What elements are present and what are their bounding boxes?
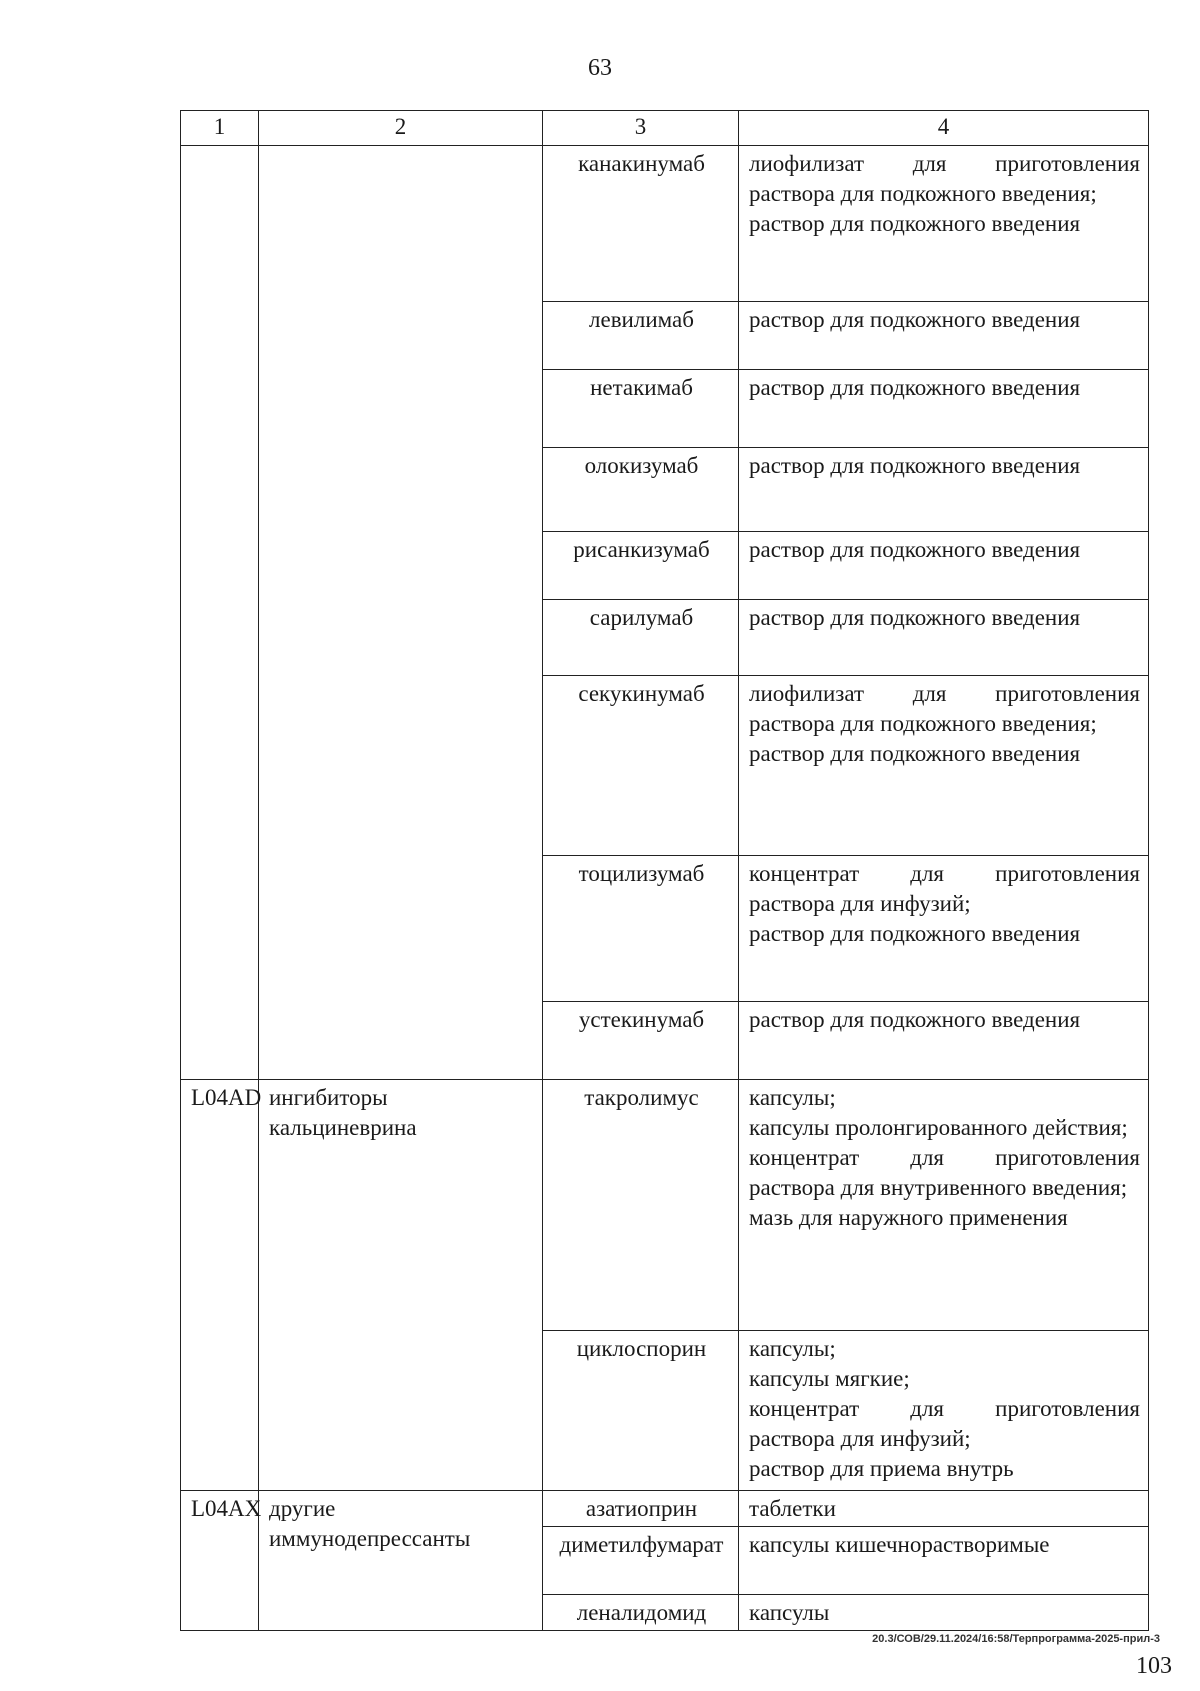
dosage-form-line: капсулы пролонгированного действия; (749, 1115, 1128, 1140)
drug-name-cell: азатиоприн (543, 1491, 739, 1527)
dosage-form-cell (739, 1002, 1149, 1080)
drug-name-cell: секукинумаб (543, 676, 739, 856)
page-number: 63 (588, 55, 612, 81)
dosage-form-cell (739, 676, 1149, 856)
dosage-form-line: раствор для подкожного введения (749, 605, 1081, 630)
header-col-1: 1 (181, 111, 259, 146)
drug-name-cell: канакинумаб (543, 146, 739, 302)
dosage-form-line: раствор для подкожного введения (749, 537, 1081, 562)
dosage-form-line: раствор для подкожного введения (749, 453, 1081, 478)
drug-name-cell: устекинумаб (543, 1002, 739, 1080)
dosage-form-cell (739, 146, 1149, 302)
drug-name-cell: диметилфумарат (543, 1527, 739, 1595)
dosage-form-line: раствор для подкожного введения (749, 1007, 1081, 1032)
atc-code-cell (181, 146, 259, 1080)
dosage-form-line: мазь для наружного применения (749, 1205, 1068, 1230)
drug-name-cell: леналидомид (543, 1595, 739, 1631)
header-col-3: 3 (543, 111, 739, 146)
header-col-2: 2 (259, 111, 543, 146)
dosage-form-line: раствор для подкожного введения (749, 921, 1081, 946)
dosage-form-line: капсулы мягкие; (749, 1366, 910, 1391)
atc-code-cell: L04AX (181, 1491, 259, 1631)
drug-name-cell: нетакимаб (543, 370, 739, 448)
dosage-form-line: концентрат для приготовления раствора для внутривенного введения; (749, 1145, 1140, 1200)
dosage-form-line: раствор для подкожного введения (749, 741, 1081, 766)
header-col-4: 4 (739, 111, 1149, 146)
dosage-form-cell (739, 532, 1149, 600)
document-reference: 20.3/СОВ/29.11.2024/16:58/Терпрограмма-2025-прил-3 (872, 1633, 1160, 1645)
group-name-cell: другие иммунодепрессанты (259, 1491, 543, 1631)
dosage-form-cell (739, 1527, 1149, 1595)
drug-table (180, 110, 1149, 1631)
dosage-form-line: лиофилизат для приготовления раствора для подкожного введения; (749, 681, 1140, 736)
dosage-form-line: раствор для подкожного введения (749, 307, 1081, 332)
drug-name-cell: левилимаб (543, 302, 739, 370)
dosage-form-line: раствор для подкожного введения (749, 211, 1081, 236)
dosage-form-cell (739, 1331, 1149, 1491)
dosage-form-cell (739, 1595, 1149, 1631)
table-body (181, 146, 1149, 1631)
dosage-form-line: концентрат для приготовления раствора для инфузий; (749, 861, 1140, 916)
table-row (181, 1080, 1149, 1331)
dosage-form-cell (739, 302, 1149, 370)
drug-name-cell: тоцилизумаб (543, 856, 739, 1002)
dosage-form-line: концентрат для приготовления раствора для инфузий; (749, 1396, 1140, 1451)
table-header-row (181, 111, 1149, 146)
dosage-form-line: таблетки (749, 1496, 836, 1521)
dosage-form-line: раствор для подкожного введения (749, 375, 1081, 400)
dosage-form-cell (739, 856, 1149, 1002)
drug-name-cell: рисанкизумаб (543, 532, 739, 600)
dosage-form-cell (739, 600, 1149, 676)
group-name-cell (259, 146, 543, 1080)
drug-name-cell: олокизумаб (543, 448, 739, 532)
dosage-form-line: капсулы кишечнорастворимые (749, 1532, 1050, 1557)
footer-page-number: 103 (1136, 1653, 1172, 1679)
dosage-form-cell (739, 370, 1149, 448)
drug-name-cell: такролимус (543, 1080, 739, 1331)
dosage-form-line: лиофилизат для приготовления раствора для подкожного введения; (749, 151, 1140, 206)
dosage-form-line: капсулы; (749, 1085, 836, 1110)
table-row (181, 1491, 1149, 1527)
dosage-form-line: раствор для приема внутрь (749, 1456, 1014, 1481)
dosage-form-line: капсулы; (749, 1336, 836, 1361)
dosage-form-cell (739, 1491, 1149, 1527)
drug-name-cell: сарилумаб (543, 600, 739, 676)
table-row (181, 146, 1149, 302)
group-name-cell: ингибиторы кальциневрина (259, 1080, 543, 1491)
dosage-form-line: капсулы (749, 1600, 830, 1625)
dosage-form-cell (739, 1080, 1149, 1331)
drug-name-cell: циклоспорин (543, 1331, 739, 1491)
dosage-form-cell (739, 448, 1149, 532)
atc-code-cell: L04AD (181, 1080, 259, 1491)
